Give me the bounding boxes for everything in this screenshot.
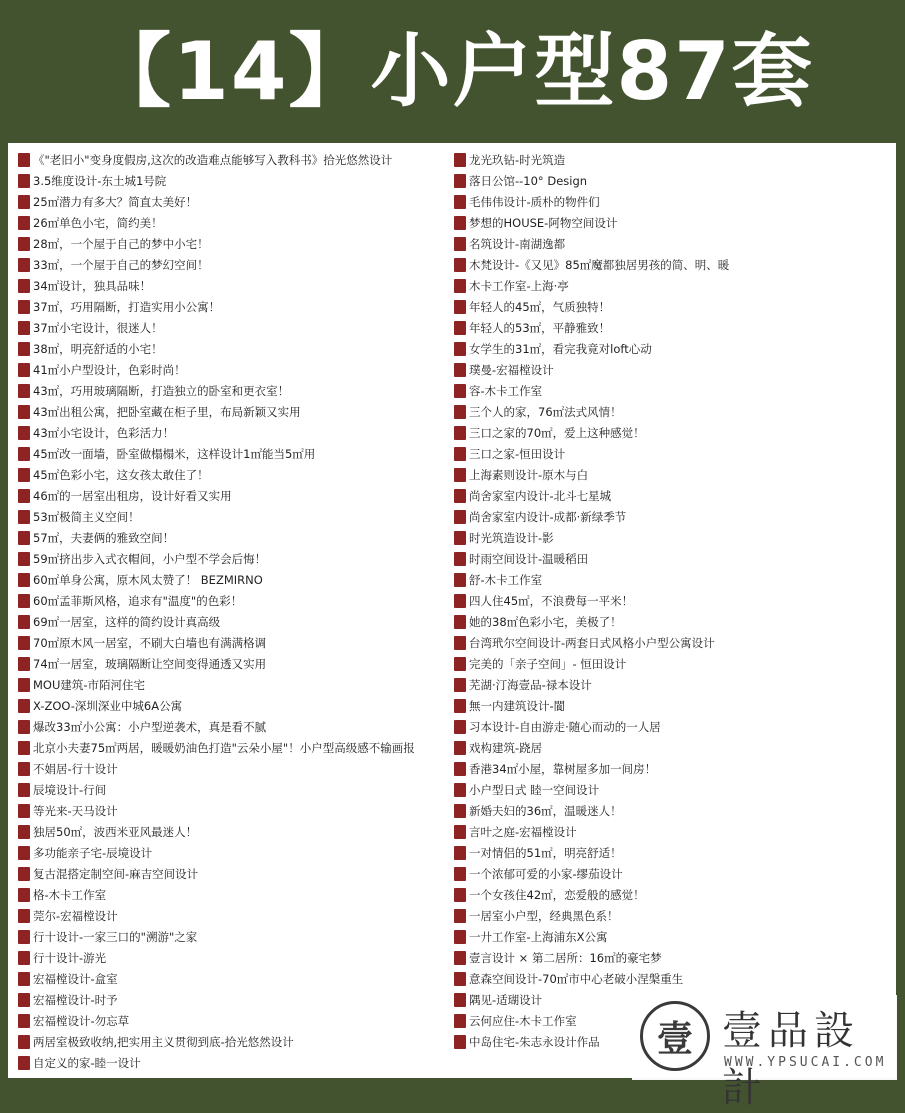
list-item[interactable] [18,821,443,842]
folder-marker-icon [454,447,466,461]
list-item-label: 复古混搭定制空间-麻吉空间设计 [33,866,199,881]
folder-marker-icon [18,531,30,545]
list-item[interactable] [18,569,443,590]
list-item-label: 37㎡小宅设计，很迷人！ [33,320,163,335]
folder-marker-icon [454,468,466,482]
list-item[interactable] [18,926,443,947]
list-item-label: 戏构建筑-跷居 [469,740,543,755]
list-item[interactable] [454,737,889,758]
list-item-label: 《"老旧小"变身度假房,这次的改造难点能够写入教科书》拾光悠然设计 [33,152,393,167]
list-item-label: 隅见-适瑚设计 [469,992,543,1007]
list-item-label: 自定义的家-睦一设计 [33,1055,141,1070]
list-item[interactable] [18,338,443,359]
list-item-label: 37㎡，巧用隔断，打造实用小公寓！ [33,299,221,314]
list-item[interactable] [18,842,443,863]
list-item[interactable] [18,968,443,989]
list-item[interactable] [18,254,443,275]
list-item-label: 43㎡小宅设计，色彩活力！ [33,425,175,440]
left-column-list [18,149,443,1073]
list-item-label: 59㎡挤出步入式衣帽间，小户型不学会后悔！ [33,551,267,566]
list-item-label: 不娟居-行十设计 [33,761,118,776]
list-item[interactable] [18,611,443,632]
list-item-label: 60㎡单身公寓，原木风太赞了！ BEZMIRNO [33,572,263,587]
list-item[interactable] [18,380,443,401]
list-item[interactable] [454,569,889,590]
list-item-label: 一廾工作室-上海浦东X公寓 [469,929,608,944]
folder-marker-icon [18,993,30,1007]
list-item[interactable] [454,149,889,170]
list-item[interactable] [18,1052,443,1073]
folder-marker-icon [18,573,30,587]
list-item[interactable] [18,905,443,926]
list-item[interactable] [454,506,889,527]
folder-marker-icon [454,321,466,335]
list-item-label: 年轻人的45㎡，气质独特！ [469,299,611,314]
list-item[interactable] [18,401,443,422]
list-item[interactable] [18,779,443,800]
folder-marker-icon [18,699,30,713]
list-item[interactable] [18,632,443,653]
folder-marker-icon [18,195,30,209]
list-item-label: 74㎡一居室，玻璃隔断让空间变得通透又实用 [33,656,267,671]
folder-marker-icon [454,825,466,839]
list-item[interactable] [18,527,443,548]
list-item-label: 3.5维度设计-东土城1号院 [33,173,167,188]
list-item[interactable] [454,380,889,401]
folder-marker-icon [18,825,30,839]
folder-marker-icon [18,972,30,986]
folder-marker-icon [454,510,466,524]
list-item-label: 行十设计-游光 [33,950,107,965]
folder-marker-icon [18,153,30,167]
folder-marker-icon [454,762,466,776]
folder-marker-icon [454,363,466,377]
list-item-label: 宏福樘设计-盒室 [33,971,118,986]
folder-marker-icon [18,594,30,608]
list-item-label: 北京小夫妻75㎡两居，暖暖奶油色打造"云朵小屋"！小户型高级感不输画报 [33,740,415,755]
list-item[interactable] [454,821,889,842]
list-item-label: 名筑设计-南湖逸都 [469,236,566,251]
list-item-label: 69㎡一居室，这样的简约设计真高级 [33,614,221,629]
folder-marker-icon [454,552,466,566]
list-item-label: 辰境设计-行间 [33,782,107,797]
folder-marker-icon [18,279,30,293]
list-item[interactable] [454,905,889,926]
list-item-label: 60㎡孟菲斯风格，追求有"温度"的色彩！ [33,593,243,608]
list-item[interactable] [18,863,443,884]
list-item-label: 小户型日式 睦一空间设计 [469,782,600,797]
folder-marker-icon [18,951,30,965]
list-item-label: 习本设计-自由游走·随心而动的一人居 [469,719,661,734]
list-item[interactable] [454,947,889,968]
list-item-label: 格-木卡工作室 [33,887,107,902]
list-item-label: 等光来-天马设计 [33,803,118,818]
list-item[interactable] [454,191,889,212]
folder-marker-icon [18,846,30,860]
folder-marker-icon [454,804,466,818]
folder-marker-icon [18,762,30,776]
list-item-label: 她的38㎡色彩小宅，美极了！ [469,614,622,629]
folder-marker-icon [18,258,30,272]
folder-marker-icon [18,363,30,377]
list-item[interactable] [18,359,443,380]
list-item[interactable] [18,317,443,338]
folder-marker-icon [18,1056,30,1070]
folder-marker-icon [18,636,30,650]
folder-marker-icon [454,489,466,503]
list-item[interactable] [18,884,443,905]
folder-marker-icon [454,426,466,440]
list-item[interactable] [454,779,889,800]
folder-marker-icon [18,804,30,818]
list-item-label: 木梵设计-《又见》85㎡魔都独居男孩的简、明、暖 [469,257,730,272]
folder-marker-icon [454,867,466,881]
list-item[interactable] [454,170,889,191]
folder-marker-icon [454,174,466,188]
list-item[interactable] [18,443,443,464]
folder-marker-icon [18,468,30,482]
list-item[interactable] [18,275,443,296]
list-item-label: 台湾玳尔空间设计-两套日式风格小户型公寓设计 [469,635,715,650]
folder-marker-icon [18,1014,30,1028]
folder-marker-icon [18,426,30,440]
folder-marker-icon [18,930,30,944]
folder-marker-icon [18,489,30,503]
folder-marker-icon [18,909,30,923]
list-item[interactable] [454,527,889,548]
list-item-label: 两居室极致收纳,把实用主义贯彻到底-拾光悠然设计 [33,1034,294,1049]
list-item-label: 三口之家的70㎡，爱上这种感觉！ [469,425,645,440]
list-item-label: 舒-木卡工作室 [469,572,543,587]
list-item-label: 莞尔-宏福樘设计 [33,908,118,923]
list-item[interactable] [454,485,889,506]
folder-marker-icon [454,657,466,671]
list-item-label: 尚舍家室内设计-成都·新绿季节 [469,509,627,524]
list-item[interactable] [18,674,443,695]
list-item-label: 中岛住宅-朱志永设计作品 [469,1034,600,1049]
folder-marker-icon [454,594,466,608]
list-item[interactable] [18,1031,443,1052]
list-item[interactable] [454,338,889,359]
list-item-label: 一居室小户型，经典黑色系！ [469,908,619,923]
list-item[interactable] [454,758,889,779]
brand-watermark [632,995,897,1111]
list-item-label: 三个人的家，76㎡法式风情！ [469,404,622,419]
page-title: 【14】小户型87套 [91,24,814,118]
list-item-label: 言叶之庭-宏福樘设计 [469,824,577,839]
list-item[interactable] [18,170,443,191]
list-item[interactable] [18,464,443,485]
seal-logo-icon [640,1001,710,1071]
list-item[interactable] [454,716,889,737]
list-item-label: 新婚夫妇的36㎡，温暖迷人！ [469,803,622,818]
list-item[interactable] [454,401,889,422]
list-item-label: 行十设计-一家三口的"溯游"之家 [33,929,198,944]
folder-marker-icon [454,573,466,587]
right-column-list [454,149,889,1052]
list-item-label: 33㎡，一个屋于自己的梦幻空间！ [33,257,209,272]
list-item-label: X-ZOO-深圳深业中城6A公寓 [33,698,183,713]
list-item[interactable] [18,149,443,170]
list-item[interactable] [454,359,889,380]
list-item-label: 43㎡，巧用玻璃隔断，打造独立的卧室和更衣室！ [33,383,290,398]
list-item[interactable] [454,212,889,233]
list-item[interactable] [18,695,443,716]
folder-marker-icon [454,153,466,167]
folder-marker-icon [454,930,466,944]
folder-marker-icon [18,300,30,314]
list-item[interactable] [454,254,889,275]
folder-marker-icon [454,384,466,398]
list-item[interactable] [18,548,443,569]
list-item-label: 尚舍家室内设计-北斗七星城 [469,488,612,503]
list-item[interactable] [18,758,443,779]
list-item-label: 46㎡的一居室出租房，设计好看又实用 [33,488,232,503]
list-item-label: 45㎡改一面墙，卧室做榻榻米，这样设计1㎡能当5㎡用 [33,446,316,461]
folder-marker-icon [454,720,466,734]
list-item-label: 34㎡设计，独具品味！ [33,278,152,293]
list-item[interactable] [454,926,889,947]
folder-marker-icon [18,510,30,524]
list-item[interactable] [18,653,443,674]
list-item[interactable] [454,653,889,674]
folder-marker-icon [18,447,30,461]
list-item-label: 时雨空间设计-温暖稻田 [469,551,589,566]
list-item-label: 龙光玖钻-时光筑造 [469,152,566,167]
folder-marker-icon [454,1035,466,1049]
list-item-label: 完美的「亲子空间」- 恒田设计 [469,656,627,671]
folder-marker-icon [18,615,30,629]
list-item-label: 芜湖·汀海壹品-禄本设计 [469,677,592,692]
list-item[interactable] [18,212,443,233]
list-item-label: 梦想的HOUSE-阿物空间设计 [469,215,618,230]
list-item-label: 三口之家-恒田设计 [469,446,566,461]
list-item-label: 70㎡原木风一居室，不刷大白墙也有满满格调 [33,635,267,650]
list-item[interactable] [454,422,889,443]
folder-marker-icon [454,741,466,755]
list-item[interactable] [454,632,889,653]
list-item[interactable] [454,968,889,989]
list-item[interactable] [454,317,889,338]
folder-marker-icon [18,321,30,335]
folder-marker-icon [454,405,466,419]
folder-marker-icon [18,888,30,902]
list-item[interactable] [18,1010,443,1031]
folder-marker-icon [18,384,30,398]
list-item[interactable] [454,443,889,464]
folder-marker-icon [18,720,30,734]
list-item[interactable] [18,422,443,443]
folder-marker-icon [18,678,30,692]
list-item-label: 意森空间设计-70㎡市中心老破小涅槃重生 [469,971,684,986]
list-item-label: 宏福樘设计-勿忘草 [33,1013,130,1028]
folder-marker-icon [454,1014,466,1028]
header [0,0,905,143]
folder-marker-icon [454,636,466,650]
list-item[interactable] [454,611,889,632]
list-item-label: 香港34㎡小屋，靠树屋多加一间房！ [469,761,657,776]
folder-marker-icon [18,237,30,251]
list-item[interactable] [454,464,889,485]
list-item[interactable] [454,884,889,905]
folder-marker-icon [454,258,466,272]
folder-marker-icon [454,888,466,902]
list-item-label: 多功能亲子宅-辰境设计 [33,845,153,860]
folder-marker-icon [454,300,466,314]
list-item-label: 28㎡，一个屋于自己的梦中小宅！ [33,236,209,251]
list-item[interactable] [454,590,889,611]
folder-marker-icon [454,237,466,251]
list-item-label: 一对情侣的51㎡，明亮舒适！ [469,845,622,860]
list-item[interactable] [18,716,443,737]
list-item-label: 一个浓郁可爱的小家-缪茄设计 [469,866,623,881]
list-item-label: 41㎡小户型设计，色彩时尚！ [33,362,186,377]
list-item[interactable] [454,275,889,296]
list-item-label: 宏福樘设计-时予 [33,992,118,1007]
list-item-label: 云何应住-木卡工作室 [469,1013,577,1028]
folder-marker-icon [18,405,30,419]
list-item-label: 26㎡单色小宅，简约美！ [33,215,163,230]
list-item[interactable] [18,800,443,821]
folder-marker-icon [18,741,30,755]
list-item-label: 四人住45㎡，不浪费每一平米！ [469,593,634,608]
folder-marker-icon [454,846,466,860]
list-item-label: 璞曼-宏福樘设计 [469,362,554,377]
list-item[interactable] [454,233,889,254]
list-item-label: 一个女孩住42㎡，恋爱般的感觉！ [469,887,645,902]
seal-char: 壹 [656,1017,693,1060]
list-item[interactable] [18,485,443,506]
folder-marker-icon [454,279,466,293]
list-item-label: 时光筑造设计-影 [469,530,554,545]
list-item-label: 53㎡极简主义空间！ [33,509,140,524]
folder-marker-icon [454,342,466,356]
folder-marker-icon [18,174,30,188]
folder-marker-icon [454,531,466,545]
list-item-label: 毛伟伟设计-质朴的物件们 [469,194,600,209]
list-item-label: 57㎡，夫妻俩的雅致空间！ [33,530,175,545]
list-item[interactable] [18,296,443,317]
list-item-label: 独居50㎡，波西米亚风最迷人！ [33,824,198,839]
list-item[interactable] [454,674,889,695]
list-item-label: 38㎡，明亮舒适的小宅！ [33,341,163,356]
folder-marker-icon [454,909,466,923]
brand-url: WWW.YPSUCAI.COM [724,1055,887,1070]
folder-marker-icon [18,783,30,797]
list-item[interactable] [18,737,443,758]
folder-marker-icon [18,867,30,881]
folder-marker-icon [18,657,30,671]
list-item[interactable] [454,842,889,863]
list-item-label: 上海素则设计-原木与白 [469,467,589,482]
brand-name: 壹品設計 [722,1008,860,1111]
folder-marker-icon [18,1035,30,1049]
folder-marker-icon [18,342,30,356]
folder-marker-icon [454,972,466,986]
list-item-label: 木卡工作室-上海·亭 [469,278,569,293]
folder-marker-icon [18,552,30,566]
list-item-label: 落日公馆--10° Design [469,173,588,188]
list-item-label: 年轻人的53㎡，平静雅致！ [469,320,611,335]
list-item-label: 爆改33㎡小公寓：小户型逆袭术，真是看不腻 [33,719,267,734]
list-item-label: 25㎡潜力有多大？简直太美好！ [33,194,198,209]
list-item[interactable] [18,989,443,1010]
list-item[interactable] [454,695,889,716]
list-item-label: MOU建筑-市陌河住宅 [33,677,146,692]
folder-marker-icon [18,216,30,230]
list-item-label: 無一内建筑设计-閬 [469,698,566,713]
list-item[interactable] [18,191,443,212]
content-panel [8,143,896,1078]
folder-marker-icon [454,678,466,692]
list-item[interactable] [18,233,443,254]
list-item[interactable] [18,590,443,611]
list-item-label: 容-木卡工作室 [469,383,543,398]
list-item-label: 45㎡色彩小宅，这女孩太敢住了！ [33,467,209,482]
list-item[interactable] [454,800,889,821]
folder-marker-icon [454,951,466,965]
list-item[interactable] [454,296,889,317]
list-item[interactable] [454,863,889,884]
folder-marker-icon [454,195,466,209]
folder-marker-icon [454,699,466,713]
folder-marker-icon [454,216,466,230]
folder-marker-icon [454,783,466,797]
list-item[interactable] [454,548,889,569]
list-item-label: 壹言设计 × 第二居所：16㎡的豪宅梦 [469,950,662,965]
folder-marker-icon [454,615,466,629]
list-item[interactable] [18,506,443,527]
list-item-label: 女学生的31㎡，看完我竟对loft心动 [469,341,652,356]
list-item[interactable] [18,947,443,968]
folder-marker-icon [454,993,466,1007]
list-item-label: 43㎡出租公寓，把卧室藏在柜子里，布局新颖又实用 [33,404,301,419]
